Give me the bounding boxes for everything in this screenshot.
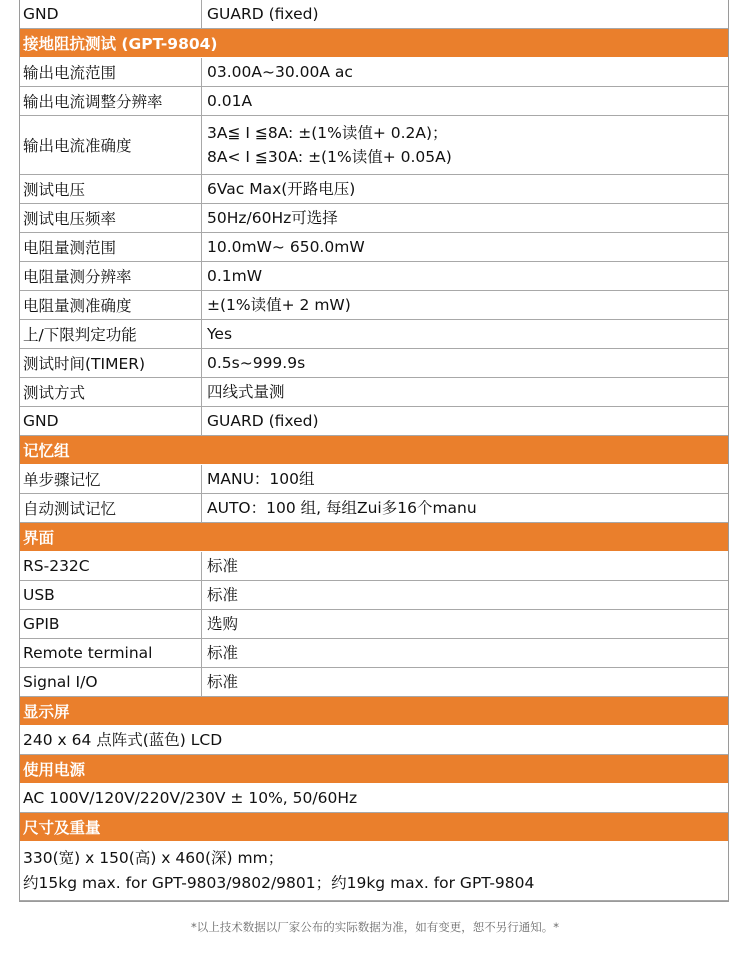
table-row — [20, 291, 728, 320]
table-row — [20, 262, 728, 291]
row-label: USB — [20, 581, 202, 609]
table-row — [20, 233, 728, 262]
row-label: Signal I/O — [20, 668, 202, 696]
row-value: 标准 — [207, 673, 239, 691]
section-header-dimensions: 尺寸及重量 — [20, 813, 728, 842]
table-row — [20, 494, 728, 523]
table-row — [20, 87, 728, 116]
table-row — [20, 610, 728, 639]
row-value — [202, 116, 728, 174]
row-label: GPIB — [20, 610, 202, 638]
table-row — [20, 552, 728, 581]
row-label: 电阻量测准确度 — [20, 291, 202, 319]
row-label: 输出电流调整分辨率 — [20, 87, 202, 115]
row-value — [20, 842, 728, 900]
row-value: 0.01A — [207, 92, 253, 110]
row-value: GUARD (fixed) — [207, 5, 319, 23]
row-value: 50Hz/60Hz可选择 — [207, 209, 338, 227]
row-value: MANU：100组 — [207, 470, 315, 488]
row-label: 电阻量测范围 — [20, 233, 202, 261]
table-row — [20, 175, 728, 204]
section-header-power: 使用电源 — [20, 755, 728, 784]
table-row — [20, 58, 728, 87]
row-label: 输出电流范围 — [20, 58, 202, 86]
row-label: 测试时间(TIMER) — [20, 349, 202, 377]
row-value: AC 100V/120V/220V/230V ± 10%, 50/60Hz — [23, 788, 358, 807]
table-row — [20, 465, 728, 494]
row-value-line: 8A< I ≦30A: ±(1%读值+ 0.05A) — [207, 148, 452, 166]
row-value: 标准 — [207, 644, 239, 662]
table-row — [20, 116, 728, 175]
row-label: 测试电压 — [20, 175, 202, 203]
row-value: GUARD (fixed) — [207, 412, 319, 430]
row-value: 10.0mW~ 650.0mW — [207, 238, 365, 256]
table-row — [20, 378, 728, 407]
table-row — [20, 581, 728, 610]
row-value: 标准 — [207, 557, 239, 575]
row-value: Yes — [207, 325, 233, 343]
row-value: 四线式量测 — [207, 383, 285, 401]
row-label: GND — [20, 0, 202, 28]
footer-disclaimer: *以上技术数据以厂家公布的实际数据为准，如有变更，恕不另行通知。* — [191, 920, 559, 934]
row-value: 240 x 64 点阵式(蓝色) LCD — [23, 730, 223, 749]
row-value-line: 约15kg max. for GPT-9803/9802/9801；约19kg max. for GPT-9804 — [23, 874, 535, 892]
table-row — [20, 639, 728, 668]
row-value: 标准 — [207, 586, 239, 604]
table-row — [20, 668, 728, 697]
section-header-ground-bond: 接地阻抗测试 (GPT-9804) — [20, 29, 728, 58]
row-label: Remote terminal — [20, 639, 202, 667]
table-row — [20, 842, 728, 901]
row-label: GND — [20, 407, 202, 435]
row-label: 测试电压频率 — [20, 204, 202, 232]
row-label: 上/下限判定功能 — [20, 320, 202, 348]
row-value: 03.00A~30.00A ac — [207, 63, 353, 81]
row-label: 单步骤记忆 — [20, 465, 202, 493]
row-value: 0.5s~999.9s — [207, 354, 306, 372]
row-label: 输出电流准确度 — [20, 116, 202, 174]
table-row — [20, 407, 728, 436]
table-row — [20, 784, 728, 813]
table-row — [20, 349, 728, 378]
row-value: 6Vac Max(开路电压) — [207, 180, 356, 198]
row-label: 电阻量测分辨率 — [20, 262, 202, 290]
row-value: ±(1%读值+ 2 mW) — [207, 296, 351, 314]
row-label: 测试方式 — [20, 378, 202, 406]
table-row — [20, 320, 728, 349]
row-value-line: 330(宽) x 150(高) x 460(深) mm； — [23, 849, 284, 867]
table-row — [20, 0, 728, 29]
table-row — [20, 204, 728, 233]
row-label: 自动测试记忆 — [20, 494, 202, 522]
section-header-display: 显示屏 — [20, 697, 728, 726]
section-header-memory: 记忆组 — [20, 436, 728, 465]
row-value: 选购 — [207, 615, 239, 633]
row-value: AUTO：100 组, 每组Zui多16个manu — [207, 499, 477, 517]
row-label: RS-232C — [20, 552, 202, 580]
row-value: 0.1mW — [207, 267, 263, 285]
row-value-line: 3A≦ I ≦8A: ±(1%读值+ 0.2A)； — [207, 124, 448, 142]
spec-table — [19, 0, 729, 902]
table-row — [20, 726, 728, 755]
section-header-interface: 界面 — [20, 523, 728, 552]
